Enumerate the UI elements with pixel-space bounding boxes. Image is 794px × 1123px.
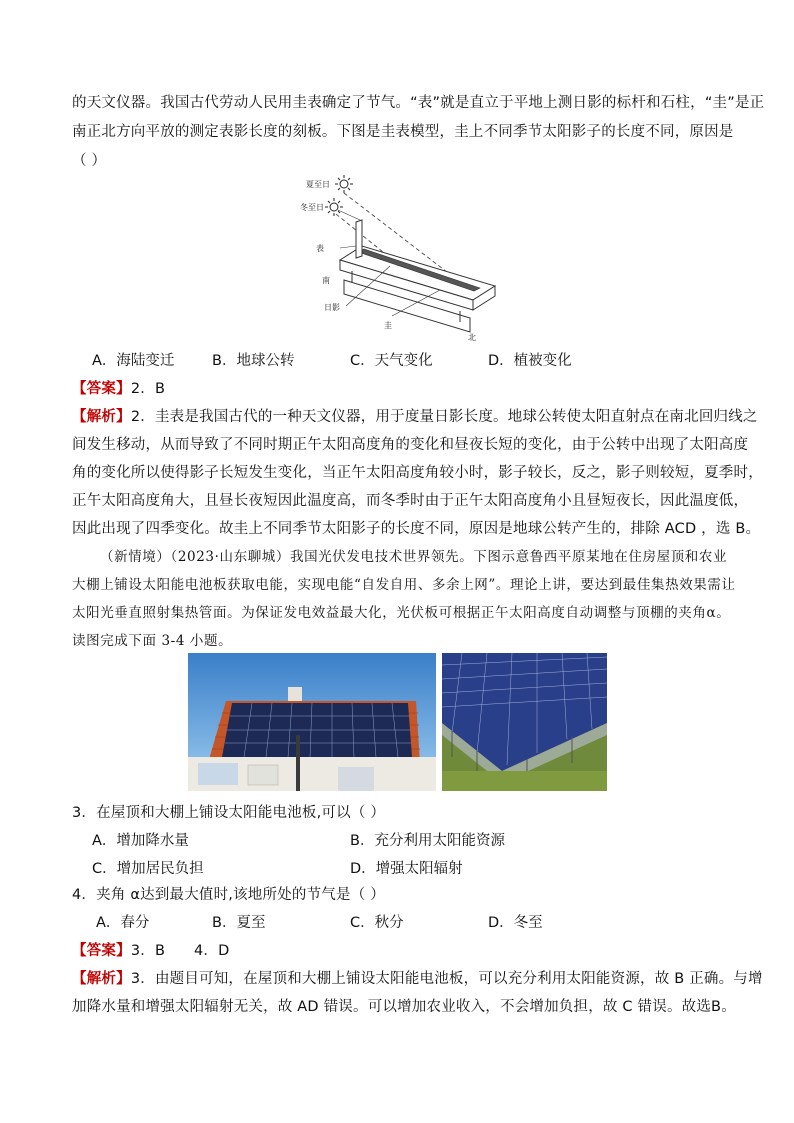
explanation-2-line-3: 角的变化所以使得影子长短发生变化，当正午太阳高度角较小时，影子较长，反之，影子则较短，夏季时，	[72, 465, 763, 481]
q2-option-d: D．植被变化	[488, 353, 572, 369]
winter-sun-icon	[325, 198, 343, 216]
intro-line-2: 大棚上铺设太阳能电池板获取电能，实现电能“自发自用、多余上网”。理论上讲，要达到最佳集热效果需让	[72, 577, 736, 593]
q3-option-b: B．充分利用太阳能资源	[350, 833, 505, 849]
explanation-tag: 【解析】	[72, 971, 131, 987]
q3-option-d: D．增强太阳辐射	[350, 861, 463, 877]
q4-option-b: B．夏至	[212, 915, 266, 931]
explanation-2-line-2: 间发生移动，从而导致了不同时期正午太阳高度角的变化和昼夜长短的变化，由于公转中出现了太阳高度	[72, 437, 749, 453]
explanation-3-line-2: 加降水量和增强太阳辐射无关，故 AD 错误。可以增加农业收入，不会增加负担，故 C 错误。故选B。	[72, 999, 736, 1015]
shadow-label: 日影	[324, 303, 340, 312]
q4-stem: 4．夹角 α达到最大值时,该地所处的节气是（ ）	[72, 887, 385, 903]
q2-option-a: A．海陆变迁	[92, 353, 175, 369]
q3-stem: 3．在屋顶和大棚上铺设太阳能电池板,可以（ ）	[72, 805, 386, 821]
intro-line-4: 读图完成下面 3-4 小题。	[72, 633, 233, 649]
q2-stem-line-3: （ ）	[72, 153, 107, 169]
answer-3-4	[72, 940, 229, 962]
winter-solstice-label: 冬至日	[300, 203, 324, 212]
north-label: 北	[468, 333, 476, 342]
q2-stem-line-1: 的天文仪器。我国古代劳动人民用圭表确定了节气。“表”就是直立于平地上测日影的标杆和石柱，“圭”是正	[72, 95, 765, 111]
explanation-2-text-1: 2．圭表是我国古代的一种天文仪器，用于度量日影长度。地球公转使太阳直射点在南北回归线之	[130, 409, 758, 425]
q4-option-c: C．秋分	[350, 915, 404, 931]
answer-tag: 【答案】	[72, 943, 131, 959]
south-label: 南	[322, 276, 330, 285]
answer-2	[72, 378, 165, 400]
answer-3-4-text: 3．B 4．D	[130, 943, 230, 959]
q4-option-a: A．春分	[96, 915, 150, 931]
intro-line-1: （新情境）（2023·山东聊城）我国光伏发电技术世界领先。下图示意鲁西平原某地在住房屋顶和农业	[100, 549, 728, 565]
explanation-tag: 【解析】	[72, 409, 131, 425]
explanation-3-line-1	[72, 968, 763, 990]
q3-option-c: C．增加居民负担	[92, 861, 204, 877]
explanation-2-line-1	[72, 406, 758, 428]
summer-solstice-label: 夏至日	[306, 180, 330, 189]
q2-option-c: C．天气变化	[350, 353, 433, 369]
q2-option-b: B．地球公转	[212, 353, 295, 369]
answer-tag: 【答案】	[72, 381, 131, 397]
explanation-2-line-4: 正午太阳高度角大，且昼长夜短因此温度高，而冬季时由于正午太阳高度角小且昼短夜长，因此温度低，	[72, 493, 749, 509]
biao-label: 表	[316, 244, 324, 253]
explanation-3-text-1: 3．由题目可知，在屋顶和大棚上铺设太阳能电池板，可以充分利用太阳能资源，故 B 正确。与增	[130, 971, 763, 987]
explanation-2-line-5: 因此出现了四季变化。故圭上不同季节太阳影子的长度不同，原因是地球公转产生的，排除 ACD ，选 B。	[72, 521, 761, 537]
gui-label: 圭	[384, 321, 392, 330]
gui-biao-diagram	[300, 170, 510, 345]
answer-2-text: 2．B	[130, 381, 166, 397]
intro-line-3: 太阳光垂直照射集热管面。为保证发电效益最大化，光伏板可根据正午太阳高度自动调整与顶棚的夹角α。	[72, 605, 731, 621]
q3-option-a: A．增加降水量	[92, 833, 189, 849]
house-solar-roof-photo	[188, 653, 436, 791]
q2-stem-line-2: 南正北方向平放的测定表影长度的刻板。下图是圭表模型，圭上不同季节太阳影子的长度不同，原因是	[72, 124, 734, 140]
greenhouse-solar-photo	[442, 653, 607, 791]
summer-sun-icon	[335, 175, 353, 193]
q4-option-d: D．冬至	[488, 915, 543, 931]
